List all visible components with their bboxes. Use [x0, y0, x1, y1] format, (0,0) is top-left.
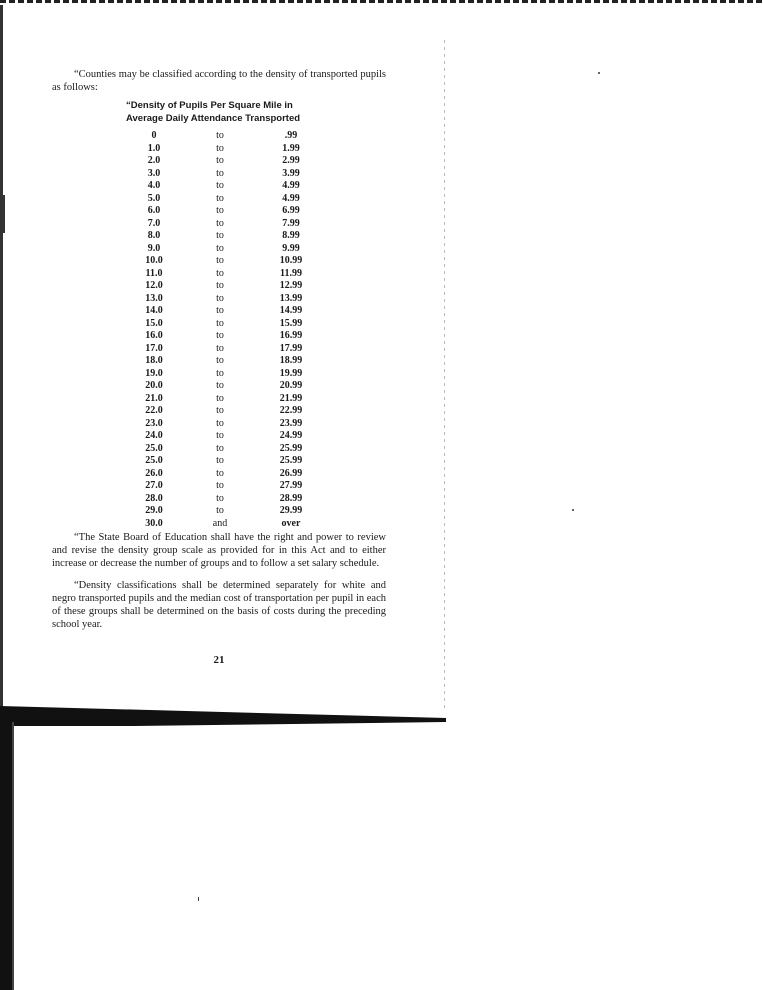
document-page [52, 68, 386, 666]
row-separator: to [216, 330, 224, 341]
row-separator: to [216, 492, 224, 504]
table-row [52, 454, 386, 467]
row-to-value: 17.99 [279, 342, 303, 354]
row-from-value: 19.0 [145, 367, 163, 379]
row-separator: to [216, 242, 224, 254]
row-separator: to [216, 392, 224, 404]
row-from-value: 9.0 [147, 242, 161, 254]
row-to-value: 11.99 [280, 267, 302, 279]
table-row [52, 304, 386, 317]
density-table [52, 129, 386, 529]
row-to-value: 4.99 [282, 180, 300, 191]
row-separator: to [216, 267, 224, 279]
table-row [52, 142, 386, 155]
row-separator: to [216, 142, 224, 154]
table-row [52, 342, 386, 355]
row-from-value: 14.0 [145, 305, 163, 316]
row-separator: to [216, 230, 224, 241]
row-from-value: 27.0 [145, 480, 163, 491]
row-to-value: 7.99 [282, 217, 300, 229]
table-row [52, 517, 386, 530]
scan-edge-mark [3, 195, 9, 233]
page-number: 21 [213, 654, 225, 666]
row-separator: to [216, 380, 224, 391]
row-from-value: 20.0 [145, 380, 163, 391]
row-separator: to [216, 167, 224, 179]
row-separator: to [216, 280, 224, 291]
row-to-value: 13.99 [279, 292, 303, 304]
row-to-value: 29.99 [279, 505, 303, 516]
row-from-value: 4.0 [147, 180, 161, 191]
row-separator: to [216, 180, 224, 191]
row-to-value: 12.99 [279, 280, 303, 291]
row-from-value: 1.0 [147, 142, 161, 154]
row-to-value: 22.99 [279, 405, 303, 416]
table-row [52, 417, 386, 430]
row-to-value: 10.99 [279, 255, 303, 266]
row-from-value: 26.0 [145, 467, 163, 479]
row-from-value: 28.0 [145, 492, 163, 504]
row-separator: to [216, 155, 224, 166]
row-from-value: 25.0 [145, 442, 163, 454]
row-to-value: 27.99 [279, 480, 303, 491]
row-to-value: 19.99 [279, 367, 303, 379]
row-to-value: 2.99 [282, 155, 300, 166]
row-to-value: 4.99 [282, 192, 300, 204]
scan-dark-margin [0, 722, 18, 990]
table-row [52, 354, 386, 367]
table-row [52, 392, 386, 405]
table-row [52, 192, 386, 205]
scan-speck [198, 897, 199, 901]
row-from-value: 18.0 [145, 355, 163, 366]
table-row [52, 442, 386, 455]
row-to-value: 15.99 [279, 317, 303, 329]
row-separator: to [216, 305, 224, 316]
table-row [52, 167, 386, 180]
row-separator: to [216, 442, 224, 454]
row-separator: to [216, 467, 224, 479]
row-to-value: 21.99 [279, 392, 303, 404]
row-separator: to [216, 355, 224, 366]
board-paragraph: “The State Board of Education shall have the right and power to review and revise the density group scale as provided for in this Act and to either increase or decrease the number of groups and to follow a set salary schedule. [52, 532, 386, 569]
row-from-value: 12.0 [145, 280, 163, 291]
row-from-value: 25.0 [145, 455, 163, 466]
row-to-value: 8.99 [282, 230, 300, 241]
table-row [52, 279, 386, 292]
table-row [52, 367, 386, 380]
row-to-value: 23.99 [279, 417, 303, 429]
row-separator: to [216, 405, 224, 416]
table-row [52, 317, 386, 330]
scan-left-edge [0, 5, 3, 715]
row-from-value: 24.0 [145, 430, 163, 441]
row-to-value: 20.99 [279, 380, 303, 391]
row-from-value: 13.0 [145, 292, 163, 304]
row-from-value: 30.0 [145, 517, 163, 529]
page-bottom-edge [0, 706, 446, 726]
table-row [52, 154, 386, 167]
row-separator: to [216, 205, 224, 216]
row-separator: to [216, 217, 224, 229]
row-separator: to [216, 317, 224, 329]
page-right-edge [444, 40, 445, 710]
row-from-value: 7.0 [147, 217, 161, 229]
row-from-value: 16.0 [145, 330, 163, 341]
table-row [52, 242, 386, 255]
table-heading-line-2: Average Daily Attendance Transported [126, 112, 301, 124]
row-to-value: 14.99 [279, 305, 303, 316]
row-from-value: 29.0 [145, 505, 163, 516]
table-row [52, 504, 386, 517]
scan-speck [598, 72, 600, 74]
row-separator: to [216, 192, 224, 204]
row-to-value: 28.99 [279, 492, 303, 504]
table-row [52, 229, 386, 242]
table-row [52, 379, 386, 392]
row-from-value: 21.0 [145, 392, 163, 404]
table-heading [126, 100, 386, 125]
table-row [52, 267, 386, 280]
table-row [52, 217, 386, 230]
row-from-value: 17.0 [145, 342, 163, 354]
row-from-value: 5.0 [147, 192, 161, 204]
row-from-value: 0 [151, 130, 157, 141]
row-separator: to [216, 505, 224, 516]
table-row [52, 204, 386, 217]
scan-speck [572, 509, 574, 511]
row-to-value: 1.99 [282, 142, 300, 154]
row-separator: to [216, 430, 224, 441]
table-row [52, 404, 386, 417]
table-row [52, 429, 386, 442]
row-to-value: 6.99 [282, 205, 300, 216]
table-heading-line-1: “Density of Pupils Per Square Mile in [126, 100, 293, 111]
table-row [52, 479, 386, 492]
table-row [52, 129, 386, 142]
row-separator: to [216, 130, 224, 141]
row-separator: to [216, 367, 224, 379]
table-row [52, 254, 386, 267]
row-from-value: 3.0 [147, 167, 161, 179]
row-separator: to [216, 455, 224, 466]
row-separator: to [216, 480, 224, 491]
table-row [52, 467, 386, 480]
row-to-value: 25.99 [279, 442, 303, 454]
scan-top-edge [0, 0, 763, 3]
row-from-value: 6.0 [147, 205, 161, 216]
classification-paragraph: “Density classifications shall be determined separately for white and negro transported pupils and the median cost of transportation per pupil in each of these groups shall be determined on the basis of costs during the preceding school year. [52, 580, 386, 630]
row-to-value: 16.99 [279, 330, 303, 341]
intro-paragraph: “Counties may be classified according to the density of transported pupils as follows: [52, 69, 386, 93]
table-row [52, 329, 386, 342]
row-to-value: 24.99 [279, 430, 303, 441]
row-from-value: 23.0 [145, 417, 163, 429]
table-row [52, 179, 386, 192]
row-separator: to [216, 292, 224, 304]
row-separator: to [216, 417, 224, 429]
table-row [52, 492, 386, 505]
row-to-value: 3.99 [282, 167, 300, 179]
row-separator: and [212, 517, 228, 529]
row-from-value: 11.0 [145, 267, 163, 279]
row-to-value: 18.99 [279, 355, 303, 366]
row-to-value: 9.99 [282, 242, 300, 254]
row-to-value: .99 [284, 130, 298, 141]
row-to-value: 25.99 [279, 455, 303, 466]
row-from-value: 2.0 [147, 155, 161, 166]
row-to-value: 26.99 [279, 467, 303, 479]
table-row [52, 292, 386, 305]
row-from-value: 15.0 [145, 317, 163, 329]
row-from-value: 10.0 [145, 255, 163, 266]
row-to-value: over [281, 517, 301, 529]
row-from-value: 8.0 [147, 230, 161, 241]
row-separator: to [216, 342, 224, 354]
row-from-value: 22.0 [145, 405, 163, 416]
row-separator: to [216, 255, 224, 266]
